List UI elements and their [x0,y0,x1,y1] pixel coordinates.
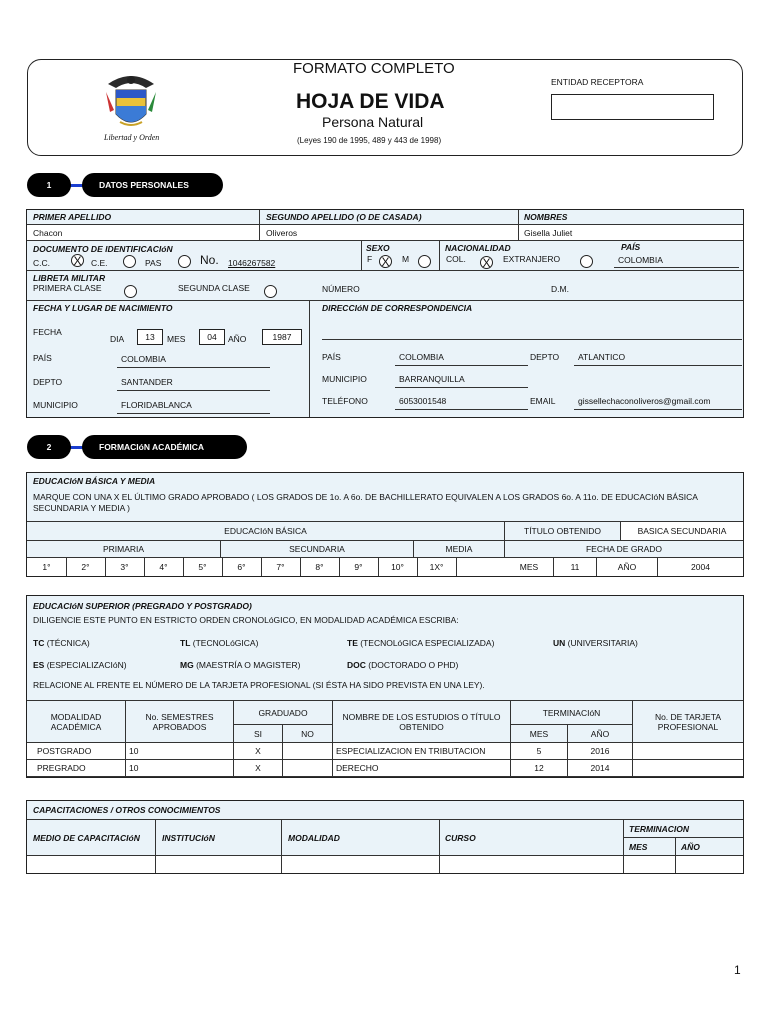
cell-anio[interactable]: 2014 [590,763,610,773]
anio-label: AÑO [228,334,247,344]
cell-si[interactable]: X [255,746,261,756]
cell-nombre[interactable]: ESPECIALIZACION EN TRIBUTACION [336,746,486,756]
superior-instructions: DILIGENCIE ESTE PUNTO EN ESTRICTO ORDEN CRONOLóGICO, EN MODALIDAD ACADÉMICA ESCRIBA: [33,615,459,625]
cell-anio[interactable]: 2016 [590,746,610,756]
grade-cell[interactable]: 6° [237,562,246,572]
basica-title: EDUCACIóN BÁSICA Y MEDIA [33,476,156,486]
cap-mes: MES [629,842,648,852]
fecha-label: FECHA [33,327,62,337]
ce-radio[interactable] [123,255,136,268]
segunda-clase-label: SEGUNDA CLASE [178,283,250,293]
pais-value[interactable]: COLOMBIA [618,255,663,265]
col-terminacion: TERMINACIóN [542,708,601,718]
dir-depto-label: DEPTO [530,352,560,362]
column-divider [567,743,568,777]
col-mes: MES [529,729,549,739]
ce-label: C.E. [91,258,108,268]
mes-label: MES [167,334,186,344]
code-tl: TL (TECNOLóGICA) [180,638,259,648]
segundo-apellido-value[interactable]: Oliveros [266,228,298,238]
email-label: EMAIL [530,396,556,406]
nac-pais-value[interactable]: COLOMBIA [121,354,166,364]
grado-anio-label: AÑO [617,562,637,572]
nombres-label: NOMBRES [524,212,568,222]
code-doc: DOC (DOCTORADO O PHD) [347,660,459,670]
grade-cell[interactable]: 10° [391,562,404,572]
col-graduado: GRADUADO [258,708,308,718]
documento-label: DOCUMENTO DE IDENTIFICACIóN [33,244,173,254]
extranjero-radio[interactable] [580,255,593,268]
cap-curso: CURSO [445,833,476,843]
fecha-grado-header: FECHA DE GRADO [585,544,663,554]
grade-divider [456,557,457,576]
sex-f-radio[interactable]: X [379,255,392,268]
birth-month[interactable]: 04 [199,329,225,345]
nombres-value[interactable]: Gisella Juliet [524,228,573,238]
grade-cell[interactable]: 9° [354,562,363,572]
birth-year[interactable]: 1987 [262,329,302,345]
basica-instructions: MARQUE CON UNA X EL ÚLTIMO GRADO APROBADO ( LOS GRADOS DE 1o. A 6o. DE BACHILLERATO EQUIVALEN A LOS GRADOS 6o. A 11o. DE EDUCACIóN BÁSICA SECUNDARIA Y MEDIA ) [33,492,698,513]
sex-f-label: F [367,254,373,264]
grade-cell[interactable]: 5° [198,562,207,572]
code-mg: MG (MAESTRÍA O MAGISTER) [180,660,301,670]
cell-semestres[interactable]: 10 [129,763,139,773]
cell-nombre[interactable]: DERECHO [336,763,379,773]
pas-label: PAS [145,258,162,268]
grade-cell[interactable]: 2° [81,562,90,572]
logo-motto: Libertad y Orden [104,133,160,142]
dir-municipio-label: MUNICIPIO [322,374,367,384]
col-tarjeta: No. DE TARJETA PROFESIONAL [654,712,722,732]
nac-municipio-value[interactable]: FLORIDABLANCA [121,400,192,410]
grade-cell[interactable]: 1X° [429,562,444,572]
grado-mes-label: MES [519,562,539,572]
column-divider [510,743,511,777]
cap-institucion: INSTITUCIóN [162,833,215,843]
code-un: UN (UNIVERSITARIA) [553,638,638,648]
grado-anio-value[interactable]: 2004 [691,562,710,572]
cell-si[interactable]: X [255,763,261,773]
col-radio[interactable]: X [480,256,493,269]
col-si: SI [253,729,263,739]
code-es: ES (ESPECIALIZACIóN) [33,660,127,670]
cap-empty-row[interactable] [27,856,743,873]
dm-label: D.M. [551,284,569,294]
cell-modalidad[interactable]: PREGRADO [37,763,86,773]
primaria-header: PRIMARIA [102,544,145,554]
nac-pais-label: PAÍS [33,353,52,363]
media-header: MEDIA [445,544,473,554]
column-divider [233,743,234,777]
col-semestres: No. SEMESTRES APROBADOS [145,712,214,732]
col-anio: AÑO [590,729,610,739]
col-no: NO [301,729,314,739]
primer-apellido-value[interactable]: Chacon [33,228,63,238]
primera-clase-radio[interactable] [124,285,137,298]
dir-pais-value[interactable]: COLOMBIA [399,352,444,362]
pais-label: PAÍS [621,242,641,252]
telefono-label: TELÉFONO [322,396,368,406]
section-2-title: FORMACIóN ACADÉMICA [82,435,247,459]
nacimiento-label: FECHA Y LUGAR DE NACIMIENTO [33,303,173,313]
no-label: No. [200,253,219,267]
column-divider [125,743,126,777]
primer-apellido-label: PRIMER APELLIDO [33,212,112,222]
laws-note: (Leyes 190 de 1995, 489 y 443 de 1998) [297,136,442,145]
pas-radio[interactable] [178,255,191,268]
sex-m-radio[interactable] [418,255,431,268]
cap-title: CAPACITACIONES / OTROS CONOCIMIENTOS [33,805,221,815]
cell-semestres[interactable]: 10 [129,746,139,756]
grade-cell[interactable]: 3° [120,562,129,572]
cc-radio[interactable]: X [71,254,84,267]
titulo-obtenido-value[interactable]: BASICA SECUNDARIA [637,526,727,536]
entidad-field[interactable] [551,94,714,120]
document-number[interactable]: 1046267582 [228,258,276,268]
column-divider [632,743,633,777]
grade-cell[interactable]: 7° [276,562,285,572]
code-te: TE (TECNOLóGICA ESPECIALIZADA) [347,638,495,648]
direccion-label: DIRECCIóN DE CORRESPONDENCIA [322,303,473,313]
col-label: COL. [446,254,466,264]
libreta-label: LIBRETA MILITAR [33,273,106,283]
cell-mes[interactable]: 12 [534,763,544,773]
page-title: HOJA DE VIDA [296,90,445,113]
superior-title: EDUCACIóN SUPERIOR (PREGRADO Y POSTGRADO) [33,601,252,611]
sex-m-label: M [402,254,410,264]
nac-depto-label: DEPTO [33,377,63,387]
birth-day[interactable]: 13 [137,329,163,345]
cell-mes[interactable]: 5 [536,746,542,756]
dia-label: DIA [110,334,125,344]
numero-label: NÚMERO [322,284,360,294]
grado-mes-value[interactable]: 11 [570,562,580,572]
dir-municipio-value[interactable]: BARRANQUILLA [399,374,465,384]
cap-terminacion: TERMINACION [629,824,689,834]
email-value[interactable]: gissellechaconoliveros@gmail.com [578,396,711,406]
tarjeta-instructions: RELACIONE AL FRENTE EL NÚMERO DE LA TARJETA PROFESIONAL (SI ÉSTA HA SIDO PREVISTA EN UNA LEY). [33,680,485,690]
section-2-number: 2 [27,435,71,459]
section-1-number: 1 [27,173,71,197]
format-label: FORMATO COMPLETO [293,60,455,77]
grade-cell[interactable]: 1° [42,562,51,572]
segundo-apellido-label: SEGUNDO APELLIDO (O DE CASADA) [266,212,422,222]
grade-cell[interactable]: 4° [159,562,168,572]
column-divider [332,743,333,777]
dir-depto-value[interactable]: ATLANTICO [578,352,626,362]
section-1-title: DATOS PERSONALES [82,173,223,197]
page-number: 1 [734,963,741,977]
educacion-basica-header: EDUCACIóN BÁSICA [224,526,307,536]
extranjero-label: EXTRANJERO [503,254,561,264]
cell-modalidad[interactable]: POSTGRADO [37,746,92,756]
col-modalidad: MODALIDAD ACADÉMICA [50,712,102,732]
column-divider [282,743,283,777]
segunda-clase-radio[interactable] [264,285,277,298]
nac-municipio-label: MUNICIPIO [33,400,78,410]
cap-anio: AÑO [681,842,700,852]
telefono-value[interactable]: 6053001548 [399,396,447,406]
entidad-label: ENTIDAD RECEPTORA [551,77,644,87]
grade-cell[interactable]: 8° [315,562,324,572]
dir-pais-label: PAÍS [322,352,341,362]
cap-medio: MEDIO DE CAPACITACIóN [33,833,140,843]
nacionalidad-label: NACIONALIDAD [445,243,511,253]
primera-clase-label: PRIMERA CLASE [33,283,102,293]
code-tc: TC (TÉCNICA) [33,638,90,648]
titulo-obtenido-label: TÍTULO OBTENIDO [524,526,601,536]
nac-depto-value[interactable]: SANTANDER [121,377,173,387]
cc-label: C.C. [33,258,50,268]
sexo-label: SEXO [366,243,390,253]
col-nombre: NOMBRE DE LOS ESTUDIOS O TÍTULO OBTENIDO [342,712,501,732]
page-subtitle: Persona Natural [322,114,424,130]
secundaria-header: SECUNDARIA [289,544,345,554]
row-divider [27,776,743,777]
cap-modalidad: MODALIDAD [288,833,340,843]
